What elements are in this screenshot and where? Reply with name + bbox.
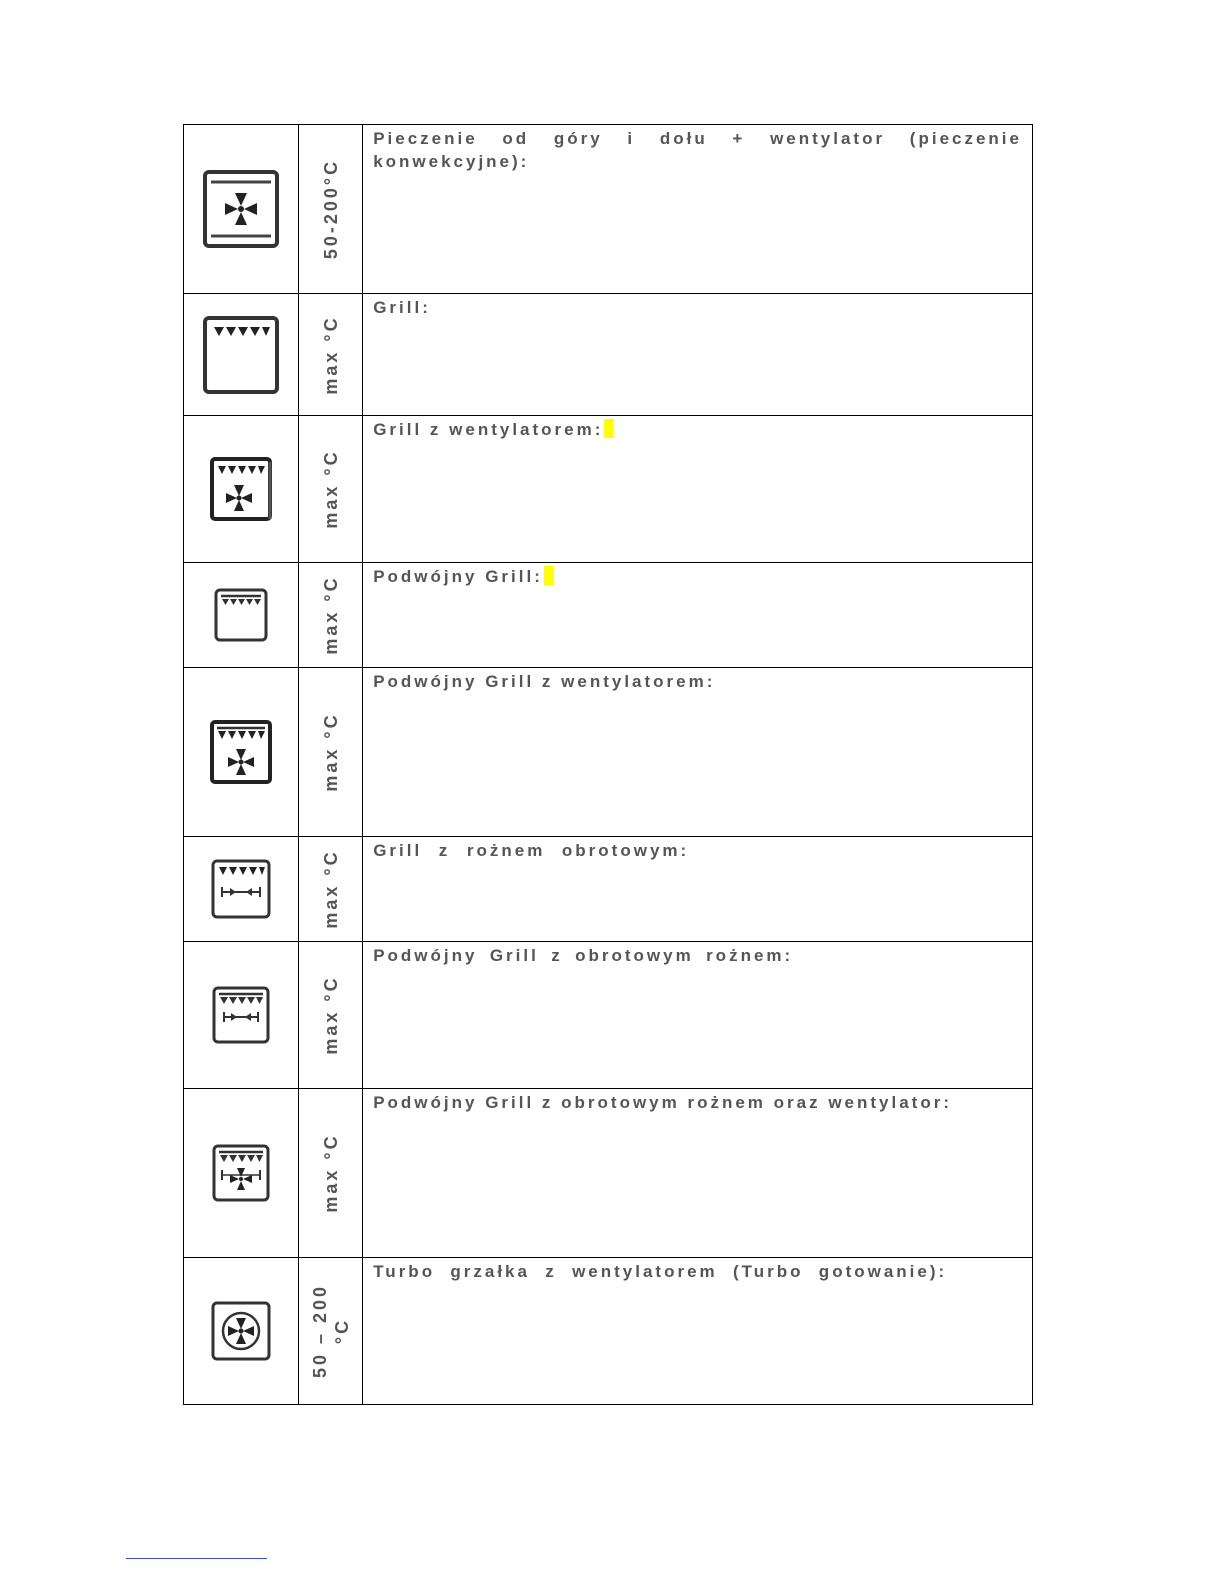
double-grill-fan-oven-icon bbox=[209, 719, 273, 785]
highlight-mark bbox=[604, 419, 613, 438]
temperature-cell bbox=[299, 1089, 363, 1258]
table-row bbox=[184, 942, 1033, 1089]
temperature-range: max °C bbox=[320, 449, 341, 529]
temperature-cell bbox=[299, 563, 363, 668]
icon-cell bbox=[184, 294, 299, 416]
temperature-cell bbox=[299, 416, 363, 563]
table-row bbox=[184, 837, 1033, 942]
description-cell bbox=[363, 837, 1033, 942]
double-grill-oven-icon bbox=[214, 588, 268, 642]
mode-description-text: Grill z wentylatorem: bbox=[373, 420, 604, 439]
icon-cell bbox=[184, 563, 299, 668]
table-row bbox=[184, 1089, 1033, 1258]
description-cell bbox=[363, 294, 1033, 416]
oven-modes-table bbox=[183, 124, 1033, 1405]
table-row bbox=[184, 668, 1033, 837]
temperature-cell bbox=[299, 294, 363, 416]
icon-cell bbox=[184, 1258, 299, 1405]
temperature-range: max °C bbox=[320, 975, 341, 1055]
temperature-range: max °C bbox=[320, 314, 341, 395]
icon-cell bbox=[184, 942, 299, 1089]
turbo-fan-oven-icon bbox=[211, 1301, 271, 1361]
mode-description bbox=[373, 565, 1022, 588]
mode-description: Grill: bbox=[373, 298, 431, 317]
highlight-mark bbox=[544, 566, 553, 585]
mode-description: Pieczenie od góry i dołu + wentylator (pieczenie konwekcyjne): bbox=[373, 129, 1022, 171]
icon-cell bbox=[184, 1089, 299, 1258]
icon-cell bbox=[184, 416, 299, 563]
temperature-range-line1: 50 – 200 bbox=[309, 1283, 330, 1379]
description-cell bbox=[363, 125, 1033, 294]
double-grill-rotisserie-fan-oven-icon bbox=[212, 1144, 270, 1202]
icon-cell bbox=[184, 668, 299, 837]
icon-cell bbox=[184, 125, 299, 294]
grill-oven-icon bbox=[202, 315, 280, 395]
temperature-range: max °C bbox=[320, 712, 341, 792]
mode-description: Turbo grzałka z wentylatorem (Turbo gotowanie): bbox=[373, 1262, 948, 1281]
temperature-range: max °C bbox=[320, 575, 341, 655]
description-cell bbox=[363, 416, 1033, 563]
temperature-cell bbox=[299, 837, 363, 942]
grill-fan-oven-icon bbox=[209, 456, 273, 522]
table-row bbox=[184, 125, 1033, 294]
mode-description: Podwójny Grill z obrotowym rożnem oraz wentylator: bbox=[373, 1093, 953, 1112]
description-cell bbox=[363, 1089, 1033, 1258]
temperature-cell bbox=[299, 942, 363, 1089]
description-cell bbox=[363, 563, 1033, 668]
footer-rule bbox=[126, 1558, 267, 1559]
mode-description bbox=[373, 418, 1022, 441]
table-row bbox=[184, 294, 1033, 416]
icon-cell bbox=[184, 837, 299, 942]
table-row bbox=[184, 416, 1033, 563]
mode-description: Podwójny Grill z obrotowym rożnem: bbox=[373, 946, 794, 965]
temperature-range: max °C bbox=[320, 1133, 341, 1213]
mode-description-text: Podwójny Grill: bbox=[373, 567, 543, 586]
description-cell bbox=[363, 1258, 1033, 1405]
temperature-cell bbox=[299, 1258, 363, 1405]
grill-rotisserie-oven-icon bbox=[210, 858, 272, 920]
table-row bbox=[184, 1258, 1033, 1405]
temperature-range: 50-200°C bbox=[320, 158, 341, 260]
description-cell bbox=[363, 942, 1033, 1089]
table-row bbox=[184, 563, 1033, 668]
description-cell bbox=[363, 668, 1033, 837]
mode-description: Podwójny Grill z wentylatorem: bbox=[373, 672, 716, 691]
temperature-range bbox=[309, 1284, 353, 1378]
mode-description: Grill z rożnem obrotowym: bbox=[373, 841, 690, 860]
temperature-range-line2: °C bbox=[331, 1317, 352, 1345]
temperature-cell bbox=[299, 668, 363, 837]
temperature-cell bbox=[299, 125, 363, 294]
temperature-range: max °C bbox=[320, 849, 341, 929]
double-grill-rotisserie-oven-icon bbox=[212, 986, 270, 1044]
top-bottom-fan-oven-icon bbox=[202, 169, 280, 249]
